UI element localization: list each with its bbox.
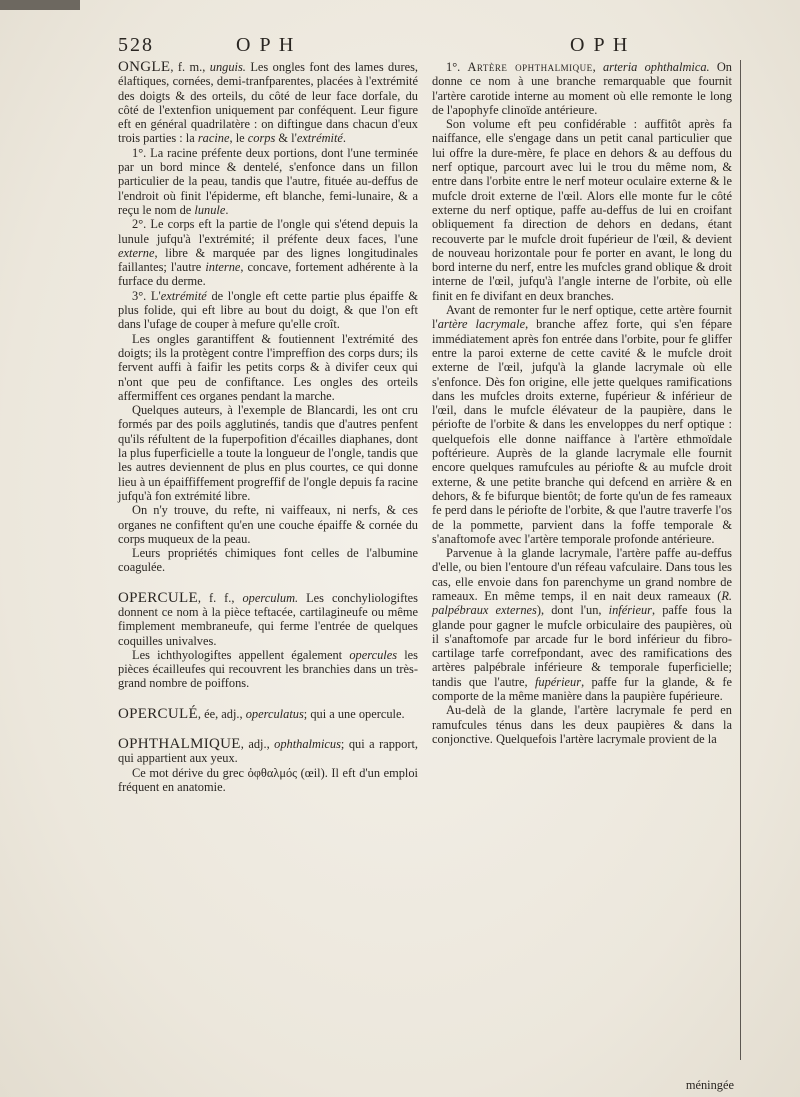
paragraph: Avant de remonter fur le nerf optique, cette artère fournit l'artère lacrymale, branche affez forte, qui s'en fépare immédiatement après fon entrée dans l'orbite, pour fe gliffer entre la paroi externe de cette cavité & le mufcle droit externe de l'œil, jufqu'à la glande lacrymale où elle s'enfonce. Dès fon origine, elle jette quelques ramifications dans les mufcles droits externe, fupérieur & inférieur de l'œil, dans le mufcle élévateur de la paupière, dans le périofte de l'orbite & dans les enveloppes du nerf optique : quelquefois elle donne naiffance à l'artère ethmoïdale poftérieure. Auprès de la glande lacrymale elle fournit encore quelques ramufcules au périofte & au mufcle droit externe, & une petite branche qui defcend en arrière & en dehors, & fe bifurque bientôt; de forte qu'un de fes rameaux fe perd dans le périofte de l'orbite, & que l'autre traverfe l'os de la pommette, parvient dans la foffe temporale & s'anaftomofe avec l'artère temporale profonde antérieure. [432,303,732,546]
page-number: 528 [118,34,154,56]
paragraph: Parvenue à la glande lacrymale, l'artère paffe au-deffus d'elle, ou bien l'entoure d'un réfeau vafculaire. Dans tous les cas, elle envoie dans fon parenchyme un grand nombre de rameaux. En même temps, il en nait deux rameaux (R. palpébraux externes), dont l'un, inférieur, paffe fous la glande pour gagner le mufcle orbiculaire des paupières, où il s'anaftomofe par arcade fur le bord inférieur du fibro-cartilage tarfe correfpondant, avec des ramifications des artères palpébrale inférieure & temporale fuperficielle; tandis que l'autre, fupérieur, paffe fur la glande, & fe comporte de la même manière dans la paupière fupérieure. [432,546,732,704]
paragraph: 3°. L'extrémité de l'ongle eft cette partie plus épaiffe & plus folide, qui eft libre au bout du doigt, & que l'on eft dans l'ufage de couper à mefure qu'elle croît. [118,288,418,332]
paragraph: Quelques auteurs, à l'exemple de Blancardi, les ont cru formés par des poils agglutinés, tandis que d'autres penfent qu'ils réfultent de la fuperpofition d'écailles diaphanes, dont la plus fuperficielle a toute la longueur de l'ongle, tandis que les autres deviennent de plus en plus courtes, ce qui donne lieu à un épaiffiffement progreffif de l'ongle depuis fa racine jufqu'à fon extrémité libre. [118,403,418,503]
paragraph: 2°. Le corps eft la partie de l'ongle qui s'étend depuis la lunule jufqu'à l'extrémité; il préfente deux faces, l'une externe, libre & marquée par des lignes longitudinales faillantes; l'autre interne, concave, fortement adhérente à la furface du derme. [118,217,418,289]
paragraph: Leurs propriétés chimiques font celles de l'albumine coagulée. [118,546,418,575]
catchword: méningée [685,1078,734,1092]
paragraph: Son volume eft peu confidérable : auffitôt après fa naiffance, elle s'engage dans un petit canal particulier que lui offre la dure-mère, fe place en dehors & au deffous du nerf optique, parcourt avec lui le trou du même nom, & entre dans l'orbite entre le nerf moteur oculaire externe & le mufcle droit externe de l'œil. Alors elle monte fur le côté externe du nerf optique, paffe au-deffus de lui en croifant obliquement fa direction de dehors en dedans, étant recouverte par le mufcle droit fupérieur de l'œil, & devient de nouveau horizontale pour fe porter en avant, le long du bord interne du nerf, entre les mufcles grand oblique & droit interne de l'œil, jufqu'à l'angle interne de l'orbite, où elle finit en fe divifant en deux branches. [432,117,732,303]
left-column [118,60,418,794]
paragraph: On n'y trouve, du refte, ni vaiffeaux, ni nerfs, & ces organes ne confiftent qu'en une couche épaiffe & cornée du corps muqueux de la peau. [118,503,418,546]
headword: ONGLE [118,59,171,75]
header-right-word: O P H [570,34,630,56]
running-head [118,34,734,58]
entry-ophthalmique: OPHTHALMIQUE, adj., ophthalmicus; qui a rapport, qui appartient aux yeux. [118,736,418,766]
paragraph: Ce mot dérive du grec ὀφθαλμός (œil). Il eft d'un emploi fréquent en anatomie. [118,765,418,794]
column-rule [740,60,741,1060]
entry-opercule: OPERCULÉ, ée, adj., operculatus; qui a une opercule. [118,705,405,722]
paragraph: Au-delà de la glande, l'artère lacrymale fe perd en ramufcules ténus dans les deux paupières & dans la conjonctive. Quelquefois l'artère lacrymale provient de la [432,703,732,746]
paragraph: Les ichthyologiftes appellent également opercules les pièces écailleufes qui recouvrent les branchies dans un très-grand nombre de poiffons. [118,647,418,691]
page-scan-edge [0,0,80,10]
entry-operculum: OPERCULE, f. f., operculum. Les conchyliologiftes donnent ce nom à la pièce teftacée, cartilagineufe ou même fimplement membraneufe, qui ferme l'entrée de quelques coquilles univalves. [118,589,418,648]
right-column [432,60,732,746]
header-left-word: O P H [236,34,296,56]
paragraph: 1°. Artère ophthalmique, arteria ophthalmica. On donne ce nom à une branche remarquable que fournit l'artère carotide interne au moment où elle remonte le long de l'apophyfe clinoïde antérieure. [432,60,732,117]
entry-ongle: ONGLE, f. m., unguis. Les ongles font des lames dures, élaftiques, cornées, demi-tranfparentes, placées à l'extrémité des doigts & des orteils, du côté de leur face dorfale, du côté de l'extenfion uniquement par conféquent. Leur figure eft en général quadrilatère : on diftingue dans chacun d'eux trois parties : la racine, le corps & l'extrémité. [118,59,418,146]
paragraph: 1°. La racine préfente deux portions, dont l'une terminée par un bord mince & dentelé, s'enfonce dans un fillon particulier de la peau, tandis que l'autre, fituée au-deffus de l'endroit où finit l'épiderme, eft blanche, femi-lunaire, & a reçu le nom de lunule. [118,145,418,217]
paragraph: Les ongles garantiffent & foutiennent l'extrémité des doigts; ils la protègent contre l'impreffion des corps durs; ils fervent auffi à faifir les petits corps & à divifer ceux qui n'ont que peu de confiftance. Les ongles des orteils affermiffent ces organes pendant la marche. [118,331,418,403]
